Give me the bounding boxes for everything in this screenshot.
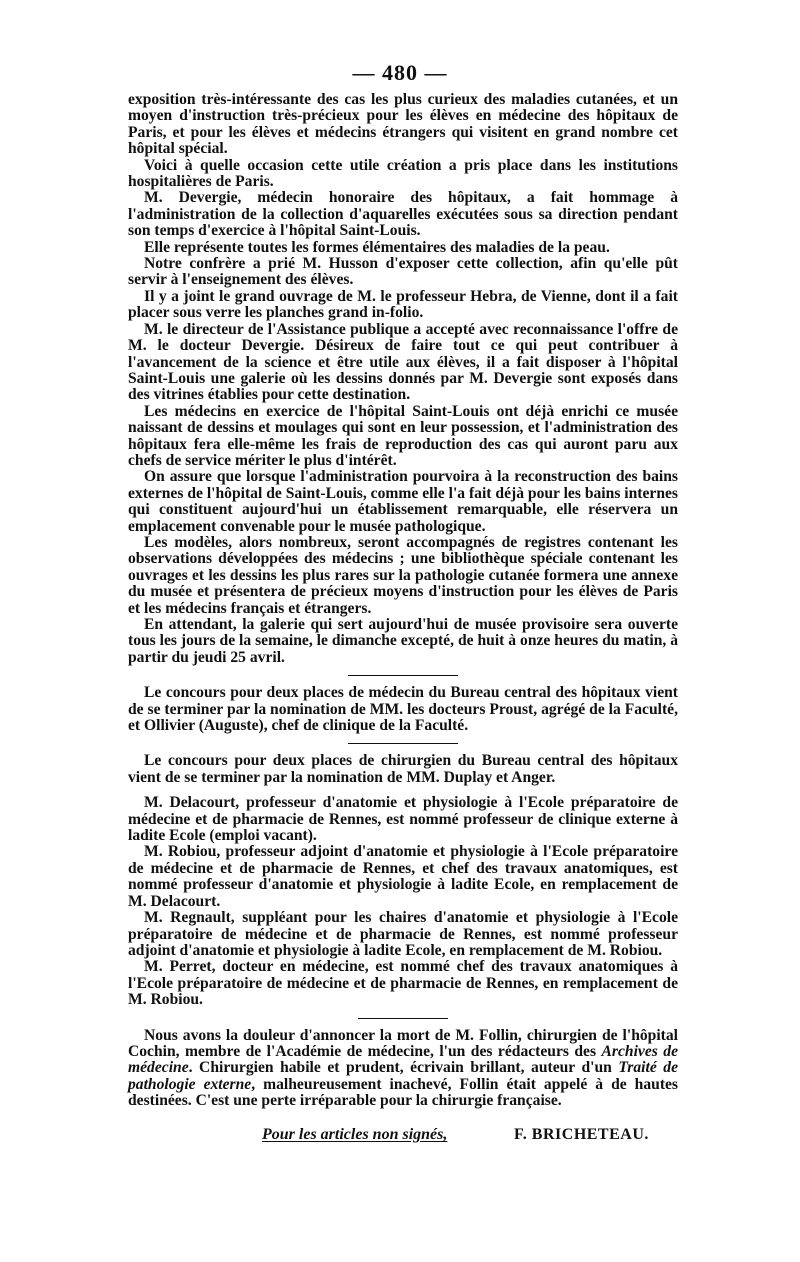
page-number: — 480 — xyxy=(352,60,448,85)
paragraph: En attendant, la galerie qui sert aujourd'hui de musée provisoire sera ouverte tous les jours de la semaine, le dimanche excepté, de huit à onze heures du matin, à partir du jeudi 25 avril. xyxy=(128,616,678,666)
obituary-paragraph: Nous avons la douleur d'annoncer la mort de M. Follin, chirurgien de l'hôpital Cochin, membre de l'Académie de médecine, l'un des rédacteurs des Archives de médecine. Chirurgien habile et prudent, écrivain brillant, auteur d'un Traité de pathologie externe, malheureusement inachevé, Follin était appelé à de hautes destinées. C'est une perte irréparable pour la chirurgie française. xyxy=(128,1026,679,1110)
paragraph: M. le directeur de l'Assistance publique a accepté avec reconnaissance l'offre de M. le docteur Devergie. Désireux de faire tout ce qui peut contribuer à l'avancement de la science et être utile aux élèves, il a fait disposer à l'hôpital Saint-Louis une galerie où les dessins donnés par M. Devergie sont exposés dans des vitrines établies pour cette destination. xyxy=(128,320,678,404)
signature-line xyxy=(262,1126,682,1144)
paragraph: Notre confrère a prié M. Husson d'exposer cette collection, afin qu'elle pût servir à l'enseignement des élèves. xyxy=(128,255,678,289)
nomination-paragraph: M. Delacourt, professeur d'anatomie et physiologie à l'Ecole préparatoire de médecine et de pharmacie de Rennes, est nommé professeur de clinique externe à ladite Ecole (emploi vacant). xyxy=(128,794,678,845)
journal-title: Archives de médecine xyxy=(128,1042,678,1077)
paragraph: Les médecins en exercice de l'hôpital Saint-Louis ont déjà enrichi ce musée naissant de dessins et moulages qui sont en leur possession, et l'administration des hôpitaux fera elle-même les frais de reproduction des cas qui auront paru aux chefs de service mériter le plus d'intérêt. xyxy=(128,402,678,469)
nomination-paragraph: M. Regnault, suppléant pour les chaires d'anatomie et physiologie à l'Ecole préparatoire de médecine et de pharmacie de Rennes, est nommé professeur adjoint d'anatomie et physiologie à ladite Ecole, en remplacement de M. Robiou. xyxy=(128,909,678,959)
paragraph: M. Devergie, médecin honoraire des hôpitaux, a fait hommage à l'administration de la collection d'aquarelles exécutées sous sa direction pendant son temps d'exercice à l'hôpital Saint-Louis. xyxy=(128,189,678,240)
concours-chirurgien-paragraph: Le concours pour deux places de chirurgien du Bureau central des hôpitaux vient de se terminer par la nomination de MM. Duplay et Anger. xyxy=(128,752,678,786)
paragraph: exposition très-intéressante des cas les plus curieux des maladies cutanées, et un moyen d'instruction très-précieux pour les élèves en médecine des hôpitaux de Paris, et pour les élèves et médecins étrangers qui visitent en grand nombre cet hôpital spécial. xyxy=(128,91,678,158)
section-divider xyxy=(348,743,458,744)
signature-author: F. BRICHETEAU. xyxy=(514,1126,649,1143)
signature-note: Pour les articles non signés, xyxy=(262,1126,448,1143)
paragraph: Voici à quelle occasion cette utile création a pris place dans les institutions hospitalières de Paris. xyxy=(128,156,678,191)
paragraph: On assure que lorsque l'administration pourvoira à la reconstruction des bains externes de l'hôpital de Saint-Louis, comme elle l'a fait déjà pour les bains internes qui constituent aujourd'hui un établissement remarquable, elle réservera un emplacement convenable pour le musée pathologique. xyxy=(128,468,678,535)
section-divider xyxy=(348,675,458,676)
article-body xyxy=(128,92,678,1110)
nomination-paragraph: M. Perret, docteur en médecine, est nommé chef des travaux anatomiques à l'Ecole préparatoire de médecine et de pharmacie de Rennes, en remplacement de M. Robiou. xyxy=(128,958,678,1009)
nomination-paragraph: M. Robiou, professeur adjoint d'anatomie et physiologie à l'Ecole préparatoire de médecine et de pharmacie de Rennes, et chef des travaux anatomiques, est nommé professeur d'anatomie et physiologie à ladite Ecole, en remplacement de M. Delacourt. xyxy=(128,843,678,910)
section-divider xyxy=(358,1018,448,1019)
concours-medecin-paragraph: Le concours pour deux places de médecin du Bureau central des hôpitaux vient de se terminer par la nomination de MM. les docteurs Proust, agrégé de la Faculté, et Ollivier (Auguste), chef de clinique de la Faculté. xyxy=(128,684,678,735)
paragraph: Elle représente toutes les formes élémentaires des maladies de la peau. xyxy=(144,238,610,256)
book-title: Traité de pathologie externe xyxy=(128,1059,679,1093)
paragraph: Il y a joint le grand ouvrage de M. le professeur Hebra, de Vienne, dont il a fait placer sous verre les planches grand in-folio. xyxy=(128,287,678,322)
paragraph: Les modèles, alors nombreux, seront accompagnés de registres contenant les observations développées des médecins ; une bibliothèque spéciale contenant les ouvrages et les dessins les plus rares sur la pathologie cutanée formera une annexe du musée et présentera de précieux moyens d'instruction pour les élèves de Paris et les médecins français et étrangers. xyxy=(128,533,678,617)
